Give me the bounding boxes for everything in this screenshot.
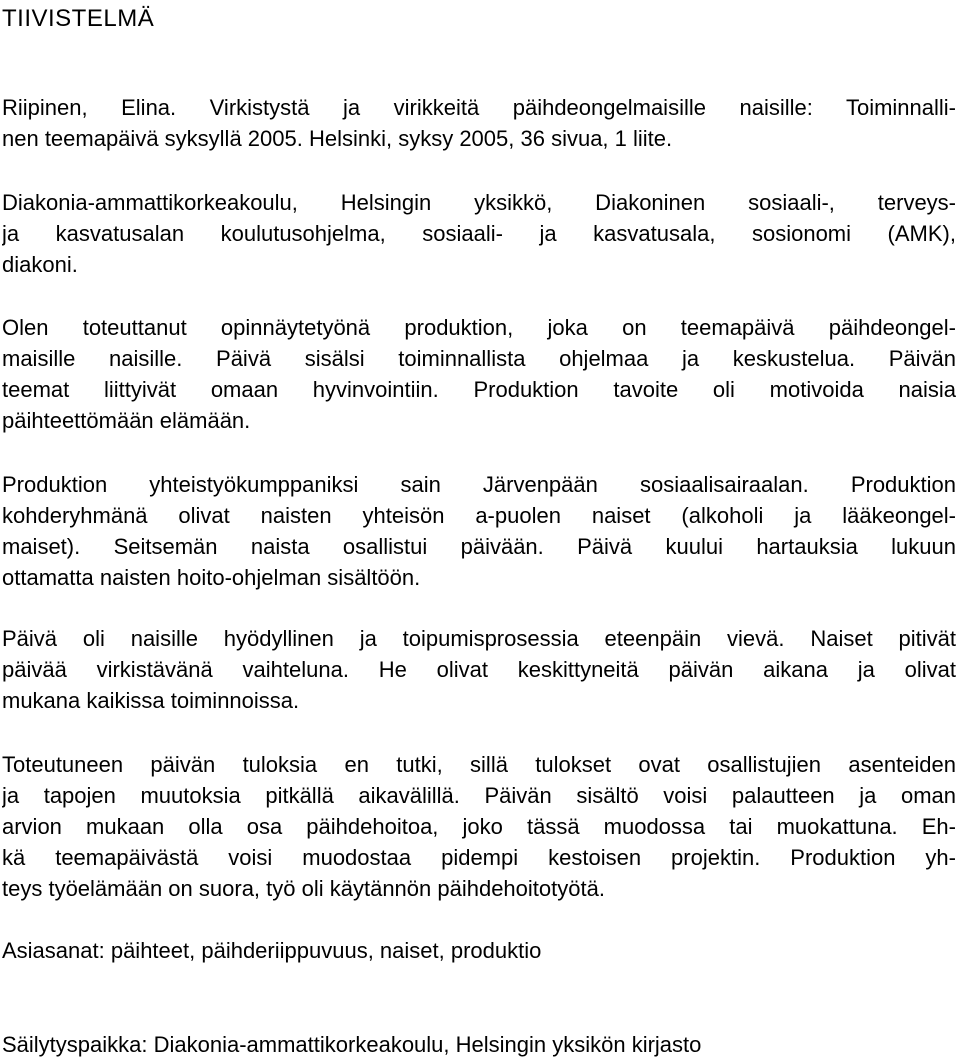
text-line: Diakonia-ammattikorkeakoulu, Helsingin yksikkö, Diakoninen sosiaali-, terveys- (2, 190, 956, 215)
text-line: teys työelämään on suora, työ oli käytännön päihdehoitotyötä. (2, 876, 605, 901)
abstract-heading: TIIVISTELMÄ (2, 5, 155, 32)
text-line: arvion mukaan olla osa päihdehoitoa, joko tässä muodossa tai muokattuna. Eh- (2, 814, 956, 839)
text-line: mukana kaikissa toiminnoissa. (2, 688, 300, 713)
bibliographic-info (2, 92, 956, 154)
text-line: päivää virkistävänä vaihteluna. He olivat keskittyneitä päivän aikana ja olivat (2, 657, 956, 682)
text-line: ja kasvatusalan koulutusohjelma, sosiaali- ja kasvatusala, sosionomi (AMK), (2, 221, 956, 246)
keywords (2, 935, 956, 966)
text-line: Asiasanat: päihteet, päihderiippuvuus, naiset, produktio (2, 938, 542, 963)
abstract-paragraph (2, 312, 956, 436)
text-line: päihteettömään elämään. (2, 408, 251, 433)
text-line: Päivä oli naisille hyödyllinen ja toipumisprosessia eteenpäin vievä. Naiset pitivät (2, 626, 956, 651)
text-line: ottamatta naisten hoito-ohjelman sisältöön. (2, 565, 421, 590)
abstract-paragraph (2, 749, 956, 904)
text-line: teemat liittyivät omaan hyvinvointiin. Produktion tavoite oli motivoida naisia (2, 377, 956, 402)
text-line: Produktion yhteistyökumppaniksi sain Järvenpään sosiaalisairaalan. Produktion (2, 472, 956, 497)
text-line: kohderyhmänä olivat naisten yhteisön a-puolen naiset (alkoholi ja lääkeongel- (2, 503, 956, 528)
abstract-paragraph (2, 623, 956, 716)
text-line: Olen toteuttanut opinnäytetyönä produktion, joka on teemapäivä päihdeongel- (2, 315, 956, 340)
institution-info (2, 187, 956, 280)
text-line: maisille naisille. Päivä sisälsi toiminnallista ohjelmaa ja keskustelua. Päivän (2, 346, 956, 371)
storage-location (2, 1029, 956, 1060)
text-line: maiset). Seitsemän naista osallistui päivään. Päivä kuului hartauksia lukuun (2, 534, 956, 559)
abstract-paragraph (2, 469, 956, 593)
text-line: Toteutuneen päivän tuloksia en tutki, sillä tulokset ovat osallistujien asenteiden (2, 752, 956, 777)
text-line: ja tapojen muutoksia pitkällä aikavälillä. Päivän sisältö voisi palautteen ja oman (2, 783, 956, 808)
text-line: nen teemapäivä syksyllä 2005. Helsinki, syksy 2005, 36 sivua, 1 liite. (2, 126, 673, 151)
text-line: Riipinen, Elina. Virkistystä ja virikkeitä päihdeongelmaisille naisille: Toiminnalli- (2, 95, 956, 120)
text-line: kä teemapäivästä voisi muodostaa pidempi kestoisen projektin. Produktion yh- (2, 845, 956, 870)
text-line: Säilytyspaikka: Diakonia-ammattikorkeakoulu, Helsingin yksikön kirjasto (2, 1032, 702, 1057)
text-line: diakoni. (2, 252, 78, 277)
